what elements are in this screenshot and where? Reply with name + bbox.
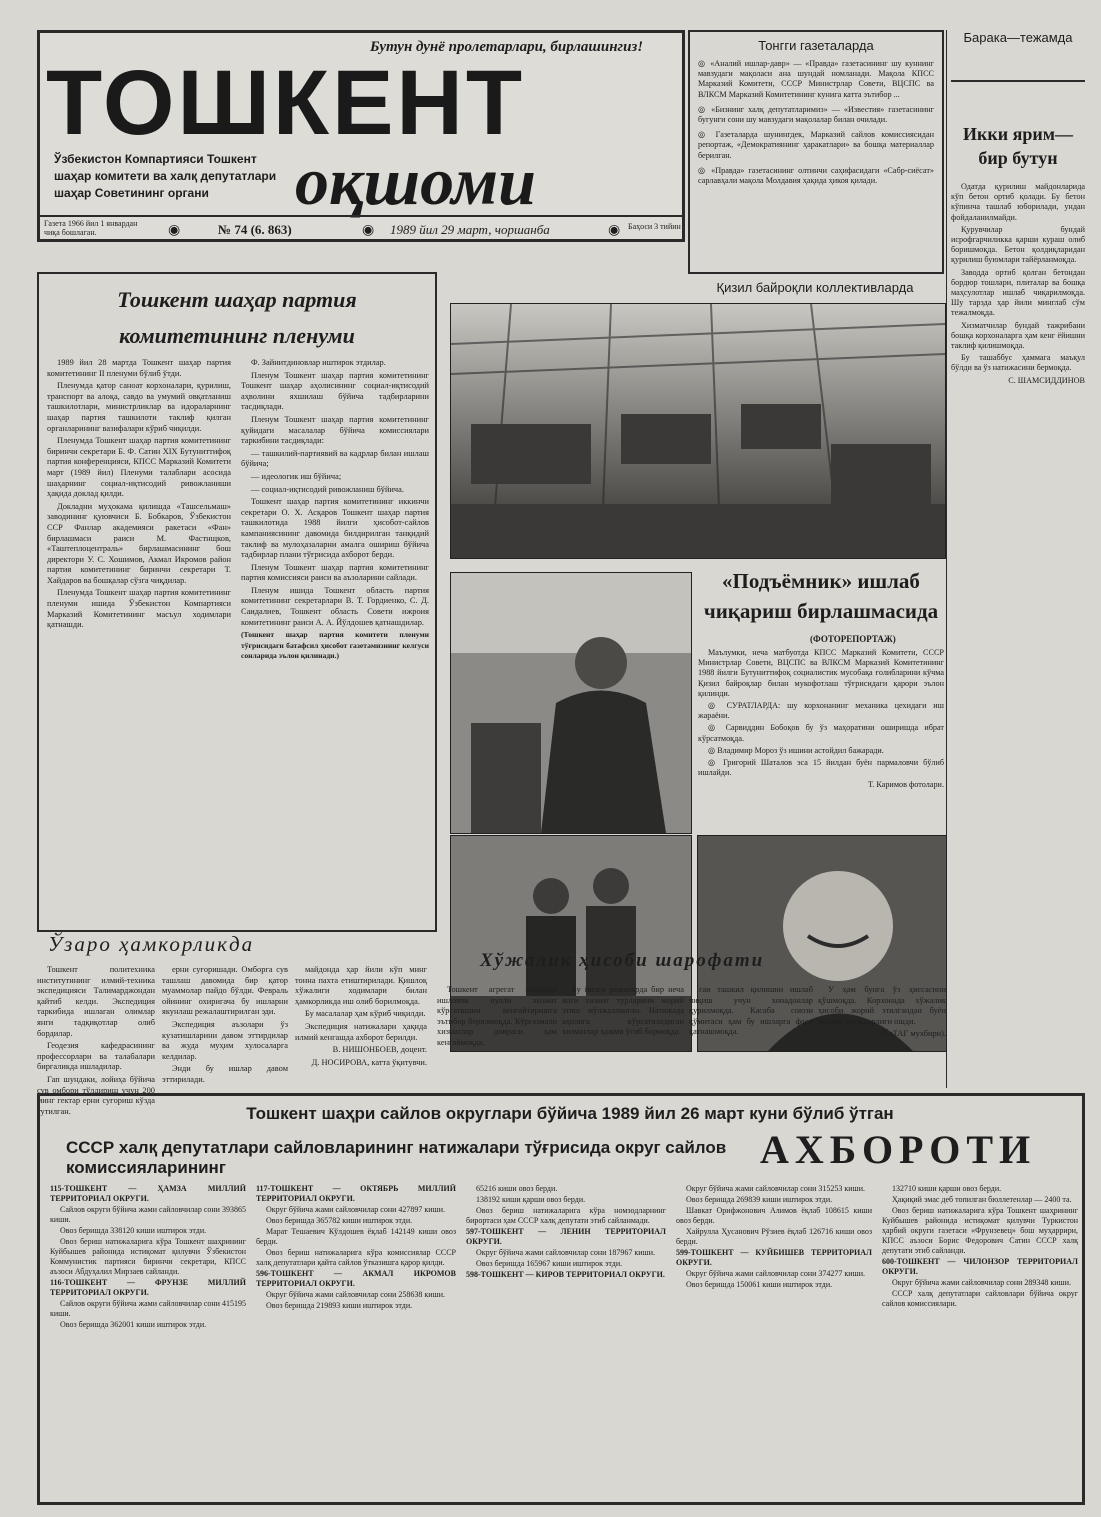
paragraph: Бу йилги режаларда бир неча янги хизмат турларини жорий этиш мўлжалланган. Натижада аҳолига кўрсатиладиган хизматлар ҳажми ўсиб бормоқда.	[562, 985, 684, 1037]
paragraph: Қурувчилар бундай исрофгарчиликка қарши кураш олиб боришмоқда. Бетон қолдиқларидан қурилиш буюмлари тайёрланмоқда.	[951, 224, 1085, 265]
signature: С. ШАМСИДДИНОВ	[1008, 375, 1085, 385]
district-title: 117-ТОШКЕНТ — ОКТЯБРЬ МИЛЛИЙ ТЕРРИТОРИАЛ ОКРУГИ.	[256, 1184, 456, 1203]
editorial-note: (Тошкент шаҳар партия комитети пленуми тўғрисидаги батафсил ҳисобот газетамизнинг келгуси сонларида эълон қилинади.)	[241, 630, 429, 661]
paragraph: Овоз бериш натижаларига кўра Тошкент шаҳрининг Куйбышев районида истиқомат қилувчи Ўзбекистон Коммунистик партияси биринчи секретари, КПСС аъзоси Абдуҳалил Мирзаев сайланди.	[50, 1237, 246, 1276]
paragraph: Пленум Тошкент шаҳар партия комитетининг қуйидаги масалалар бўйича комиссиялари таркибини тасдиқлади:	[241, 414, 429, 446]
paragraph: Тошкент агрегат заводида ишловчи пулли хизмат кўрсатишни кенгайтиришга эътибор берилмоқда. Кўргазмали хизматлар доираси ҳам кенгаймоқда.	[437, 985, 557, 1047]
founded-note: Газета 1966 йил 1 январдан чиқа бошлаган.	[44, 219, 138, 237]
paragraph: Округ бўйича жами сайловчилар сони 187967 киши.	[476, 1248, 655, 1257]
paragraph: Энди бу ишлар давом эттирилади.	[162, 1064, 288, 1084]
paragraph: Пленумда Тошкент шаҳар партия комитетининг биринчи секретари Б. Ф. Сатин XIX Бутуниттифоқ партия конференцияси, КПСС Марказий Комитети март (1989 йил) Пленуми талаблари асосида шаҳарнинг социал-иқтисодий ривожланиши ҳақида доклад қилди.	[47, 436, 231, 499]
paragraph: Бу ташаббус ҳаммага маъқул бўлди ва ўз натижасини бермоқда.	[951, 353, 1085, 373]
paragraph: Округ бўйича жами сайловчилар сони 289348 киши.	[892, 1278, 1071, 1287]
paragraph: У ҳам бунга ўз ҳиссасини қўшмоқда. Корхонада хўжалик ҳисоби жорий этилгандан буён меҳнат унумдорлиги ошди.	[818, 985, 946, 1026]
paragraph: ◎ Сарвиддин Бобоқов бу ўз маҳоратини оширишда ибрат кўрсатмоқда.	[698, 723, 944, 743]
paragraph: Гап шундаки, лойиҳа бўйича сув омбори тўлдириш учун 200 минг гектар ерни суғориш кўзда тутилган.	[37, 1074, 155, 1116]
paragraph: Докладни муҳокама қилишда «Ташсельмаш» заводининг қуювчиси Б. Бобкаров, Ўзбекистон ССР Фанлар академияси ракетаси «Фан» бирлашмаси раиси М. Фастнщков, «Таштеплоцентраль» бирлашмасининг бош директори У. С. Хошимов, Акмал Икромов район партия комитетининг биринчи секретари Т. Хайдаров ва бошқалар сўзга чиқдилар.	[47, 501, 231, 585]
photo-worker-portrait	[450, 572, 692, 834]
newspaper-title-script: оқшоми	[295, 143, 536, 219]
title-line: комитетининг пленуми	[119, 323, 355, 348]
paragraph: Овоз беришда 365782 киши иштирок этди.	[266, 1216, 413, 1225]
photo-rubric: Қизил байроқли коллективларда	[716, 280, 914, 295]
paragraph: Овоз беришда 165967 киши иштирок этди.	[476, 1259, 623, 1268]
paragraph: Овоз бериш натижаларига кўра номзодларнинг бирортаси ҳам СССР халқ депутати этиб сайланмади.	[466, 1206, 666, 1225]
paragraph: Экспедиция натижалари ҳақида илмий кенгашда ахборот берилди.	[295, 1021, 427, 1042]
paragraph: майдонда ҳар йили кўп минг тонна пахта етиштирилади. Қишлоқ хўжалиги ходимлари билан ҳамкорликда иш олиб борилмоқда.	[295, 965, 427, 1006]
paragraph: Тошкент шаҳар партия комитетининг иккинчи секретари О. Х. Асқаров Тошкент шаҳар партия ташкилотида 1988 йилги ҳисобот-сайлов кампаниясининг давомида билдирилган танқидий таклиф ва мулоҳазаларни амалга ошириш бўйича тадбирлар плани тўғрисида ахборот берди.	[241, 497, 429, 560]
results-column	[256, 1184, 456, 1500]
results-column	[50, 1184, 246, 1500]
column-rubric: Барака—тежамда	[963, 30, 1073, 45]
paragraph: Пленум Тошкент шаҳар партия комитетининг Тошкент шаҳар аҳолисининг социал-иқтисодий аҳволини яхшилаш бўйича тадбирларини тасдиқлади.	[241, 370, 429, 412]
masthead-slogan: Бутун дунё пролетарлари, бирлашингиз!	[370, 39, 644, 55]
plenum-article	[37, 272, 437, 932]
article-body	[951, 182, 1085, 388]
divider	[951, 80, 1085, 82]
photoreport-body	[698, 648, 944, 793]
signature: Д. НОСИРОВА, катта ўқитувчи.	[311, 1057, 427, 1067]
paragraph: Округ бўйича жами сайловчилар сони 374277 киши.	[686, 1269, 865, 1278]
article-title: Ўзаро ҳамкорликда	[48, 932, 255, 956]
paragraph: Пленум ишида Тошкент область партия комитетининг секретарлари В. Т. Гордиенко, С. Д. Саидалиев, Тошкент область Совети ижроия комитетининг раиси А. А. Йўлдошев қатнашдилар.	[241, 585, 429, 627]
paragraph: Овоз беришда 362001 киши иштирок этди.	[60, 1320, 207, 1329]
paragraph: Пленумда қатор саноат корхоналари, қурилиш, транспорт ва алоқа, савдо ва умумий овқатланиш ташкилотлари, министрликлар ва идораларнинг шаҳар партия ташкилоти таклиф қилган органларининг вазифалари кўриб чиқилди.	[47, 381, 231, 433]
signature: В. НИШОНБОЕВ, доцент.	[332, 1045, 427, 1055]
election-header: Тошкент шаҳри сайлов округлари бўйича 1989 йил 26 март куни бўлиб ўтган	[246, 1104, 894, 1123]
digest-item: ◎ Газеталарда шунингдек, Марказий сайлов комиссиясидан репортаж, «Демократиянинг ҳаракатлари» ва бошқа материаллар берилган.	[698, 130, 934, 160]
credit: (ЎзТАГ мухбири).	[880, 1029, 946, 1039]
title-line: Тошкент шаҳар партия	[117, 287, 357, 312]
election-results	[37, 1093, 1085, 1505]
paragraph: Хизматчилар бундай тажрибани бошқа корхоналарга ҳам кенг ёйишни таклиф қилишмоқда.	[951, 320, 1085, 351]
district-title: 599-ТОШКЕНТ — КУЙБИШЕВ ТЕРРИТОРИАЛ ОКРУГИ.	[676, 1248, 872, 1267]
paragraph: Округ бўйича жами сайловчилар сони 427897 киши.	[266, 1205, 445, 1214]
paragraph: — социал-иқтисодий ривожланиш бўйича.	[251, 484, 404, 494]
paragraph: Овоз бериш натижаларига кўра Тошкент шаҳрининг Куйбышев районида истиқомат қилувчи Туркистон ҳарбий округи газетаси «Фрунзевец» бош муҳаррири, КПСС аъзоси Борис Федорович Сатин СССР халқ депутати этиб сайланди.	[882, 1206, 1078, 1255]
paragraph: ◎ СУРАТЛАРДА: шу корхонанинг механика цехидаги иш жараёни.	[698, 701, 944, 721]
article-column	[437, 985, 557, 1051]
results-column	[882, 1184, 1078, 1500]
newspaper-organ: Ўзбекистон Компартияси Тошкент шаҳар комитети ва халқ депутатлари шаҳар Советининг органи	[54, 152, 277, 200]
paragraph: Ф. Зайнитдиновлар иштирок этдилар.	[251, 358, 386, 367]
title-line: чиқариш бирлашмасида	[703, 599, 939, 623]
bullet-icon: ◉	[168, 223, 181, 238]
paragraph: Овоз беришда 338120 киши иштирок этди.	[60, 1226, 207, 1235]
paragraph: Овоз беришда 219893 киши иштирок этди.	[266, 1301, 413, 1310]
article-column	[689, 985, 813, 1040]
paragraph: Шавкат Орифжонович Алимов ёқлаб 108615 киши овоз берди.	[676, 1206, 872, 1225]
paragraph: ◎ Владимир Мороз ўз ишини астойдил бажаради.	[708, 745, 884, 755]
paragraph: 132710 киши қарши овоз берди.	[892, 1184, 1002, 1193]
results-column	[466, 1184, 666, 1500]
issue-date: 1989 йил 29 март, чоршанба	[390, 222, 550, 237]
district-title: 597-ТОШКЕНТ — ЛЕНИН ТЕРРИТОРИАЛ ОКРУГИ.	[466, 1227, 666, 1246]
paragraph: Заводда ортиб қолган бетондан бордюр тошлари, плиталар ва бошқа маҳсулотлар ишлаб чиқарилмоқда. Шу тарзда ҳар йили минглаб сўм тежалмоқда.	[951, 267, 1085, 318]
article-column	[241, 358, 429, 664]
paragraph: ◎ Григорий Шаталов эса 15 йилдан буён пармаловчи бўлиб ишлайди.	[698, 758, 944, 778]
article-column	[295, 965, 427, 1070]
masthead	[37, 30, 685, 242]
photoreport-title	[698, 566, 944, 626]
issue-info-bar	[40, 215, 682, 239]
election-header: СССР халқ депутатлари сайловларининг натижалари тўғрисида округ сайлов комиссияларининг	[66, 1138, 727, 1177]
paragraph: Овоз бериш натижаларига кўра комиссиялар СССР халқ депутатлари қайта сайлов ўтказишга қарор қилди.	[256, 1248, 456, 1267]
paragraph: ерни суғоришади. Омборга сув ташлаш давомида бир қатор муаммолар пайдо бўлди. Февраль ойининг охиригача бу ишларни якунлаш режалаштирилган эди.	[162, 965, 288, 1017]
paragraph: Хайрулла Ҳусанович Рўзиев ёқлаб 126716 киши овоз берди.	[676, 1227, 872, 1246]
bullet-icon: ◉	[362, 223, 375, 238]
paragraph: Ҳақиқий эмас деб топилган бюллетенлар — 2400 та.	[892, 1195, 1072, 1204]
paragraph: Экспедиция аъзолари ўз кузатишларини давом эттирдилар ва жуда муҳим хулосаларга келдилар.	[162, 1019, 288, 1061]
paragraph: Одатда қурилиш майдонларида кўп бетон ортиб қолади. Бу бетон кўпинча ташлаб юборилади, ундан фойдаланилмайди.	[951, 182, 1085, 222]
paragraph: Пленумда Тошкент шаҳар партия комитетининг пленуми ишида Ўзбекистон Компартияси Марказий Комитетининг масъул ходимлари қатнашди.	[47, 588, 231, 630]
article-column	[47, 358, 231, 633]
paragraph: СССР халқ депутатлари сайловлари бўйича округ сайлов комиссиялари.	[882, 1289, 1078, 1308]
paragraph: — ташкилий-партиявий ва кадрлар билан ишлаш бўйича;	[241, 448, 429, 469]
paragraph: 1989 йил 28 мартда Тошкент шаҳар партия комитетининг II пленуми бўлиб ўтди.	[47, 358, 231, 378]
photo-credit: Т. Каримов фотолари.	[868, 780, 944, 790]
district-title: 598-ТОШКЕНТ — КИРОВ ТЕРРИТОРИАЛ ОКРУГИ.	[466, 1270, 665, 1279]
article-title	[39, 282, 435, 354]
paragraph: Тошкент политехника институтининг илмий-техника экспедицияси Талимарджондан қайтиб келди. Экспедиция таркибида ишлаган олимлар янги тадқиқотлар олиб бордилар.	[37, 965, 155, 1038]
district-title: 116-ТОШКЕНТ — ФРУНЗЕ МИЛЛИЙ ТЕРРИТОРИАЛ ОКРУГИ.	[50, 1278, 246, 1297]
article-column	[562, 985, 684, 1040]
paragraph: 65216 киши овоз берди.	[476, 1184, 558, 1193]
article-title: Икки ярим—бир бутун	[963, 124, 1073, 168]
digest-item: ◎ «Аналий ишлар-давр» — «Правда» газетасининг шу куннинг мавзудаги мақоласи ана шундай номланади. Мақола КПСС Марказий Комитети, СССР Министрлар Совети, ВЦСПС ва ВЛКСМ Марказий Комитетининг кунига катта эътибор ...	[698, 59, 934, 99]
photo-workshop	[450, 303, 946, 559]
issue-price: Баҳоси 3 тийин	[628, 222, 681, 231]
district-title: 115-ТОШКЕНТ — ҲАМЗА МИЛЛИЙ ТЕРРИТОРИАЛ ОКРУГИ.	[50, 1184, 246, 1203]
district-title: 596-ТОШКЕНТ — АКМАЛ ИКРОМОВ ТЕРРИТОРИАЛ ОКРУГИ.	[256, 1269, 456, 1288]
results-column	[676, 1184, 872, 1500]
paragraph: Сайлов округи бўйича жами сайловчилар сони 393865 киши.	[50, 1205, 246, 1224]
digest-item: ◎ «Правда» газетасининг олтинчи саҳифасидаги «Сабр-сиёсат» сарлавҳали мақола Молдавия ҳақида ҳикоя қилади.	[698, 165, 934, 186]
district-title: 600-ТОШКЕНТ — ЧИЛОНЗОР ТЕРРИТОРИАЛ ОКРУГИ.	[882, 1257, 1078, 1276]
paragraph: Бу масалалар ҳам кўриб чиқилди.	[305, 1009, 426, 1019]
paragraph: Овоз беришда 269839 киши иштирок этди.	[686, 1195, 833, 1204]
paragraph: гаи ташкил қилишни ишлаб чиқиш учун хонадонлар қурилмоқда. Касаба союзи қўмитаси ҳам бу ишларга фаол қатнашмоқда.	[689, 985, 813, 1037]
election-header-word: АХБОРОТИ	[760, 1127, 1037, 1172]
paragraph: Округ бўйича жами сайловчилар сони 315253 киши.	[686, 1184, 865, 1193]
morning-papers-digest	[688, 30, 944, 274]
digest-item: ◎ «Бизнинг халқ депутатларимиз» — «Известия» газетасининг бугунги сони шу мавзудаги мақолалар билан очилади.	[698, 104, 934, 125]
bullet-icon: ◉	[608, 223, 621, 238]
paragraph: Маълумки, неча матбуотда КПСС Марказий Комитети, СССР Министрлар Совети, ВЦСПС ва ВЛКСМ Марказий Комитетининг 1988 йилги Бутуниттифоқ социалистик мусобақа ғолибларини кўчма Қизил байроқлар билан мукофотлаш тўғрисидаги қарори эълон қилинди.	[698, 648, 944, 698]
title-line: «Подъёмник» ишлаб	[722, 569, 920, 593]
paragraph: Сайлов округи бўйича жами сайловчилар сони 415195 киши.	[50, 1299, 246, 1318]
paragraph: Округ бўйича жами сайловчилар сони 258638 киши.	[266, 1290, 445, 1299]
article-column	[818, 985, 946, 1042]
paragraph: Марат Тешаевич Кўлдошев ёқлаб 142149 киши овоз берди.	[256, 1227, 456, 1246]
photoreport-kicker: (ФОТОРЕПОРТАЖ)	[810, 634, 896, 644]
article-column	[162, 965, 288, 1088]
savings-column	[951, 30, 1085, 1088]
paragraph: — идеологик иш бўйича;	[251, 471, 342, 481]
newspaper-title: ТОШКЕНТ	[46, 52, 526, 154]
paragraph: 138192 киши қарши овоз берди.	[476, 1195, 586, 1204]
paragraph: Овоз беришда 150061 киши иштирок этди.	[686, 1280, 833, 1289]
paragraph: Геодезия кафедрасининг профессорлари ва талабалари биргаликда ишладилар.	[37, 1041, 155, 1072]
paragraph: Пленум Тошкент шаҳар партия комитетининг партия комиссияси раиси ва аъзоларини сайлади.	[241, 562, 429, 583]
issue-number: № 74 (6. 863)	[218, 222, 292, 237]
article-title: Хўжалик ҳисоби шарофати	[480, 950, 765, 971]
digest-title: Тонгги газеталарда	[758, 38, 874, 53]
